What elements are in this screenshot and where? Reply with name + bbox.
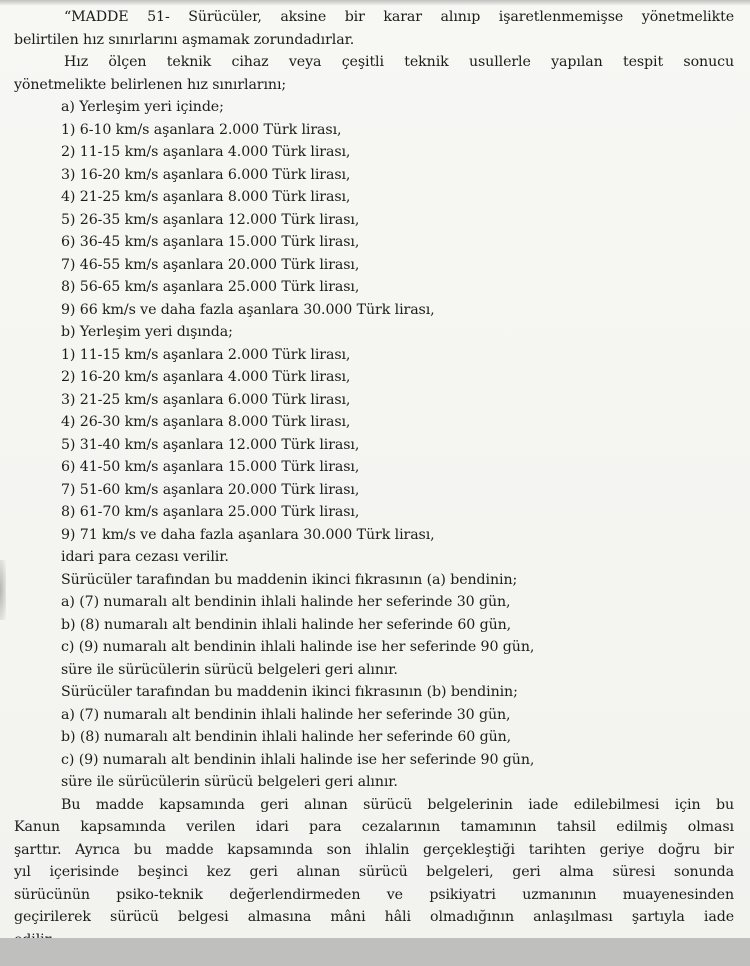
paragraph-a-closing: süre ile sürücülerin sürücü belgeleri geri alınır. [61, 661, 398, 678]
list-item: 2) 11-15 km/s aşanlara 4.000 Türk lirası, [61, 144, 351, 160]
intro-line: “MADDE 51- Sürücüler, aksine bir karar alınıp işaretlenmemişse yönetmelikte [64, 9, 734, 25]
final-paragraph-line: Bu madde kapsamında geri alınan sürücü belgelerinin iade edilebilmesi için bu [61, 796, 734, 813]
list-item: 6) 41-50 km/s aşanlara 15.000 Türk lirası, [61, 459, 360, 475]
list-item: 4) 21-25 km/s aşanlara 8.000 Türk lirası, [61, 189, 351, 205]
list-item: 8) 56-65 km/s aşanlara 25.000 Türk lirası, [61, 279, 360, 295]
list-item: 1) 6-10 km/s aşanlara 2.000 Türk lirası, [61, 121, 342, 138]
list-item: 4) 26-30 km/s aşanlara 8.000 Türk lirası, [61, 414, 351, 430]
list-item: a) (7) numaralı alt bendinin ihlali halinde her seferinde 30 gün, [61, 594, 511, 610]
list-item: c) (9) numaralı alt bendinin ihlali halinde ise her seferinde 90 gün, [61, 639, 535, 655]
intro-line: yönetmelikte belirlenen hız sınırlarını; [14, 76, 287, 93]
final-paragraph-line: yıl içerisinde beşinci kez geri alınan sürücü belgeleri, geri alma süresi sonunda [14, 864, 734, 880]
section-a-heading: a) Yerleşim yeri içinde; [61, 99, 224, 115]
list-item: 7) 51-60 km/s aşanlara 20.000 Türk lirası, [61, 481, 360, 498]
section-b-heading: b) Yerleşim yeri dışında; [61, 324, 233, 340]
list-item: b) (8) numaralı alt bendinin ihlali halinde her seferinde 60 gün, [61, 616, 512, 633]
list-item: 9) 71 km/s ve daha fazla aşanlara 30.000 Türk lirası, [61, 526, 435, 543]
list-item: 2) 16-20 km/s aşanlara 4.000 Türk lirası, [61, 369, 351, 385]
page-left-shadow [0, 560, 6, 620]
paragraph-a-intro: Sürücüler tarafından bu maddenin ikinci fıkrasının (a) bendinin; [61, 571, 518, 588]
list-item: c) (9) numaralı alt bendinin ihlali halinde ise her seferinde 90 gün, [61, 751, 535, 768]
paragraph-b-intro: Sürücüler tarafından bu maddenin ikinci fıkrasının (b) bendinin; [61, 684, 518, 700]
final-paragraph-line: geçirilerek sürücü belgesi almasına mâni hâli olmadığının anlaşılması şartıyla iade [14, 909, 734, 925]
page-bottom-edge [0, 938, 750, 966]
list-item: 8) 61-70 km/s aşanlara 25.000 Türk lirası, [61, 504, 360, 520]
list-item: 5) 26-35 km/s aşanlara 12.000 Türk lirası, [61, 211, 360, 228]
intro-line: belirtilen hız sınırlarını aşmamak zorundadırlar. [14, 31, 355, 48]
final-paragraph-line: sürücünün psiko-teknik değerlendirmeden ve psikiyatri uzmanının muayenesinden [14, 886, 734, 903]
list-item: b) (8) numaralı alt bendinin ihlali halinde her seferinde 60 gün, [61, 729, 512, 745]
final-paragraph-line: şarttır. Ayrıca bu madde kapsamında son ihlalin gerçekleştiği tarihten geriye doğru bir [14, 841, 734, 858]
list-item: 5) 31-40 km/s aşanlara 12.000 Türk lirası, [61, 436, 360, 453]
list-item: 6) 36-45 km/s aşanlara 15.000 Türk lirası, [61, 234, 360, 250]
intro-line: Hız ölçen teknik cihaz veya çeşitli teknik usullerle yapılan tespit sonucu [64, 54, 734, 70]
paragraph-b-closing: süre ile sürücülerin sürücü belgeleri geri alınır. [61, 774, 398, 790]
list-item: 1) 11-15 km/s aşanlara 2.000 Türk lirası, [61, 346, 351, 363]
list-item: 3) 21-25 km/s aşanlara 6.000 Türk lirası, [61, 391, 351, 408]
list-item: a) (7) numaralı alt bendinin ihlali halinde her seferinde 30 gün, [61, 706, 511, 723]
fine-closing: idari para cezası verilir. [61, 549, 229, 565]
article-text[interactable] [14, 6, 734, 951]
list-item: 3) 16-20 km/s aşanlara 6.000 Türk lirası, [61, 166, 351, 183]
list-item: 9) 66 km/s ve daha fazla aşanlara 30.000 Türk lirası, [61, 301, 435, 318]
list-item: 7) 46-55 km/s aşanlara 20.000 Türk lirası, [61, 256, 360, 273]
final-paragraph-line: Kanun kapsamında verilen idari para cezalarının tamamının tahsil edilmiş olması [14, 819, 734, 835]
